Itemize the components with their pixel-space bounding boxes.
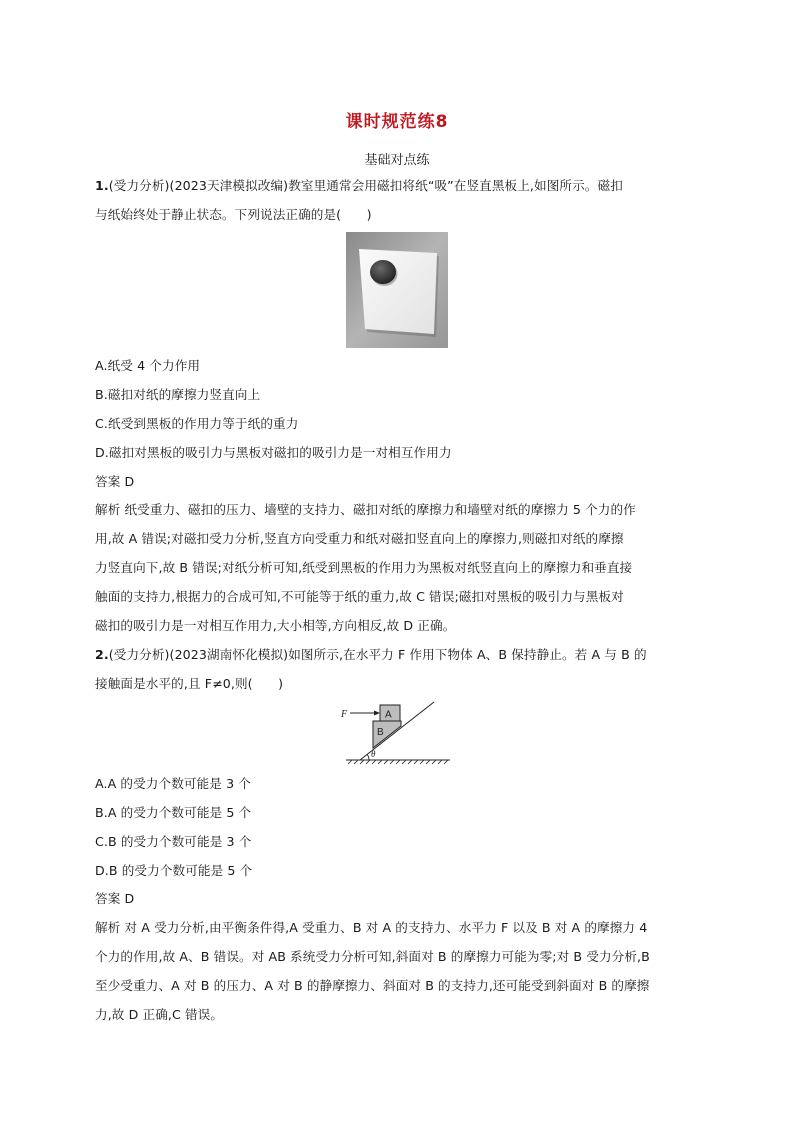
q1-number: 1. [95, 178, 109, 193]
q1-option-a: A.纸受 4 个力作用 [95, 358, 201, 373]
q2-analysis-line-1: 解析 对 A 受力分析,由平衡条件得,A 受重力、B 对 A 的支持力、水平力 F 以及 B 对 A 的摩擦力 4 [95, 920, 648, 935]
q2-stem-line-1 [95, 646, 700, 664]
q1-option-d: D.磁扣对黑板的吸引力与黑板对磁扣的吸引力是一对相互作用力 [95, 445, 452, 460]
q2-stem-text: (受力分析)(2023湖南怀化模拟)如图所示,在水平力 F 作用下物体 A、B 保持静止。若 A 与 B 的 [108, 647, 647, 662]
q1-option-c: C.纸受到黑板的作用力等于纸的重力 [95, 416, 299, 431]
q1-stem-text: (受力分析)(2023天津模拟改编)教室里通常会用磁扣将纸“吸”在竖直黑板上,如图所示。磁扣 [108, 178, 623, 193]
block-a-label: A [385, 709, 392, 721]
q2-stem-line-2: 接触面是水平的,且 F≠0,则( ) [95, 676, 284, 691]
q1-analysis-line-4: 触面的支持力,根据力的合成可知,不可能等于纸的重力,故 C 错误;磁扣对黑板的吸引力与黑板对 [95, 589, 624, 604]
q2-option-d: D.B 的受力个数可能是 5 个 [95, 863, 253, 878]
q2-number: 2. [95, 647, 109, 662]
magnet-paper-photo [346, 232, 448, 348]
q1-stem-line-1 [95, 177, 700, 195]
q1-analysis-line-3: 力竖直向下,故 B 错误;对纸分析可知,纸受到黑板的作用力为黑板对纸竖直向上的摩擦力和垂直接 [95, 560, 633, 575]
force-arrowhead [374, 711, 380, 716]
magnet-button [370, 260, 396, 284]
block-b-label: B [377, 727, 384, 738]
q1-analysis-line-5: 磁扣的吸引力是一对相互作用力,大小相等,方向相反,故 D 正确。 [95, 618, 456, 633]
ground-hatching [348, 760, 448, 764]
q1-analysis-line-2: 用,故 A 错误;对磁扣受力分析,竖直方向受重力和纸对磁扣竖直向上的摩擦力,则磁扣对纸的摩擦 [95, 531, 624, 546]
angle-arc [367, 754, 369, 760]
q1-answer: 答案 D [95, 474, 135, 489]
angle-label: θ [371, 749, 376, 759]
q1-analysis-line-1: 解析 纸受重力、磁扣的压力、墙壁的支持力、磁扣对纸的摩擦力和墙壁对纸的摩擦力 5 个力的作 [95, 502, 636, 517]
incline-force-diagram [340, 698, 454, 766]
q2-answer: 答案 D [95, 891, 135, 906]
paper-sheet [359, 249, 437, 334]
q2-analysis-line-3: 至少受重力、A 对 B 的压力、A 对 B 的静摩擦力、斜面对 B 的支持力,还可能受到斜面对 B 的摩擦 [95, 978, 650, 993]
q2-option-c: C.B 的受力个数可能是 3 个 [95, 834, 252, 849]
force-label: F [341, 709, 348, 720]
section-heading: 基础对点练 [364, 153, 430, 168]
q1-option-b: B.磁扣对纸的摩擦力竖直向上 [95, 387, 261, 402]
page-title: 课时规范练8 [345, 112, 449, 132]
q2-option-a: A.A 的受力个数可能是 3 个 [95, 776, 251, 791]
q2-option-b: B.A 的受力个数可能是 5 个 [95, 805, 252, 820]
q2-analysis-line-2: 个力的作用,故 A、B 错误。对 AB 系统受力分析可知,斜面对 B 的摩擦力可能为零;对 B 受力分析,B [95, 949, 650, 964]
q2-analysis-line-4: 力,故 D 正确,C 错误。 [95, 1007, 224, 1022]
q1-stem-line-2: 与纸始终处于静止状态。下列说法正确的是( ) [95, 207, 372, 222]
